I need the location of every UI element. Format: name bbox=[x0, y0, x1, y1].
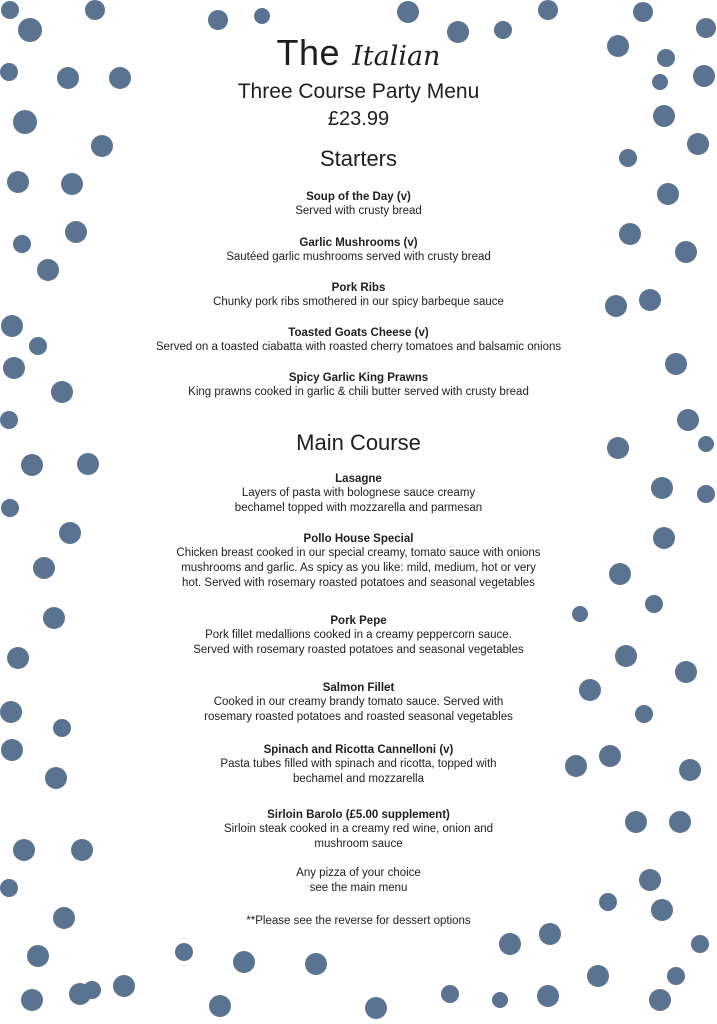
item-desc: mushroom sauce bbox=[314, 838, 403, 850]
main-item bbox=[0, 808, 717, 852]
decorative-dot bbox=[175, 943, 193, 961]
decorative-dot bbox=[633, 2, 653, 22]
main-item bbox=[0, 681, 717, 725]
item-name: Toasted Goats Cheese (v) bbox=[288, 327, 429, 339]
item-desc: mushrooms and garlic. As spicy as you like: mild, medium, hot or very bbox=[181, 562, 536, 574]
decorative-dot bbox=[233, 951, 255, 973]
decorative-dot bbox=[209, 995, 231, 1017]
decorative-dot bbox=[677, 409, 699, 431]
decorative-dot bbox=[667, 967, 685, 985]
decorative-dot bbox=[21, 989, 43, 1011]
decorative-dot bbox=[492, 992, 508, 1008]
item-desc: bechamel topped with mozzarella and parmesan bbox=[234, 502, 483, 514]
item-desc: Chunky pork ribs smothered in our spicy barbeque sauce bbox=[213, 296, 504, 308]
decorative-dot bbox=[1, 1, 19, 19]
decorative-dot bbox=[645, 595, 663, 613]
decorative-dot bbox=[85, 0, 105, 20]
item-desc: Sirloin steak cooked in a creamy red wine, onion and bbox=[223, 823, 494, 835]
main-course-heading: Main Course bbox=[296, 430, 421, 455]
item-desc: rosemary roasted potatoes and roasted seasonal vegetables bbox=[204, 711, 513, 723]
item-desc: Layers of pasta with bolognese sauce creamy bbox=[241, 487, 476, 499]
decorative-dot bbox=[208, 10, 228, 30]
pizza-note-line: Any pizza of your choice bbox=[296, 867, 421, 879]
decorative-dot bbox=[113, 975, 135, 997]
main-item bbox=[0, 614, 717, 658]
item-desc: Cooked in our creamy brandy tomato sauce. Served with bbox=[213, 696, 504, 708]
item-desc: Pork fillet medallions cooked in a creamy peppercorn sauce. bbox=[205, 629, 512, 641]
main-item bbox=[0, 743, 717, 787]
item-name: Salmon Fillet bbox=[322, 682, 395, 694]
decorative-dot bbox=[365, 997, 387, 1019]
dessert-note: **Please see the reverse for dessert options bbox=[246, 915, 471, 927]
pizza-note bbox=[0, 866, 717, 896]
item-name: Pork Pepe bbox=[330, 615, 387, 627]
starters-heading: Starters bbox=[319, 146, 398, 171]
item-name: Sirloin Barolo (£5.00 supplement) bbox=[267, 809, 450, 821]
starter-item bbox=[0, 190, 717, 219]
item-desc: Chicken breast cooked in our special creamy, tomato sauce with onions bbox=[176, 547, 541, 559]
starter-item bbox=[0, 371, 717, 400]
main-item bbox=[0, 532, 717, 591]
item-name: Lasagne bbox=[335, 473, 382, 485]
title-italian: Italian bbox=[352, 41, 441, 72]
menu-subtitle: Three Course Party Menu bbox=[237, 80, 480, 103]
decorative-dot bbox=[397, 1, 419, 23]
item-name: Pork Ribs bbox=[331, 282, 386, 294]
item-name: Soup of the Day (v) bbox=[306, 191, 411, 203]
decorative-dot bbox=[499, 933, 521, 955]
decorative-dot bbox=[691, 935, 709, 953]
decorative-dot bbox=[27, 945, 49, 967]
starter-item bbox=[0, 281, 717, 310]
item-desc: Sautéed garlic mushrooms served with crusty bread bbox=[226, 251, 491, 263]
decorative-dot bbox=[254, 8, 270, 24]
item-desc: bechamel and mozzarella bbox=[292, 773, 425, 785]
decorative-dot bbox=[538, 0, 558, 20]
main-item bbox=[0, 472, 717, 516]
item-name: Garlic Mushrooms (v) bbox=[299, 237, 418, 249]
title-the: The bbox=[276, 32, 341, 73]
decorative-dot bbox=[441, 985, 459, 1003]
decorative-dot bbox=[537, 985, 559, 1007]
item-desc: Served with crusty bread bbox=[295, 205, 422, 217]
item-name: Spicy Garlic King Prawns bbox=[288, 372, 429, 384]
menu-title bbox=[0, 32, 717, 74]
starter-item bbox=[0, 236, 717, 265]
decorative-dot bbox=[69, 983, 91, 1005]
item-desc: Served on a toasted ciabatta with roasted cherry tomatoes and balsamic onions bbox=[155, 341, 562, 353]
item-desc: Pasta tubes filled with spinach and ricotta, topped with bbox=[220, 758, 497, 770]
item-desc: Served with rosemary roasted potatoes and seasonal vegetables bbox=[193, 644, 524, 656]
item-desc: King prawns cooked in garlic & chili butter served with crusty bread bbox=[188, 386, 529, 398]
item-name: Pollo House Special bbox=[303, 533, 414, 545]
decorative-dot bbox=[675, 661, 697, 683]
decorative-dot bbox=[0, 411, 18, 429]
decorative-dot bbox=[587, 965, 609, 987]
starter-item bbox=[0, 326, 717, 355]
menu-price: £23.99 bbox=[327, 108, 390, 130]
item-name: Spinach and Ricotta Cannelloni (v) bbox=[263, 744, 454, 756]
decorative-dot bbox=[649, 989, 671, 1011]
item-desc: hot. Served with rosemary roasted potatoes and seasonal vegetables bbox=[182, 577, 535, 589]
decorative-dot bbox=[305, 953, 327, 975]
pizza-note-line: see the main menu bbox=[309, 882, 408, 894]
